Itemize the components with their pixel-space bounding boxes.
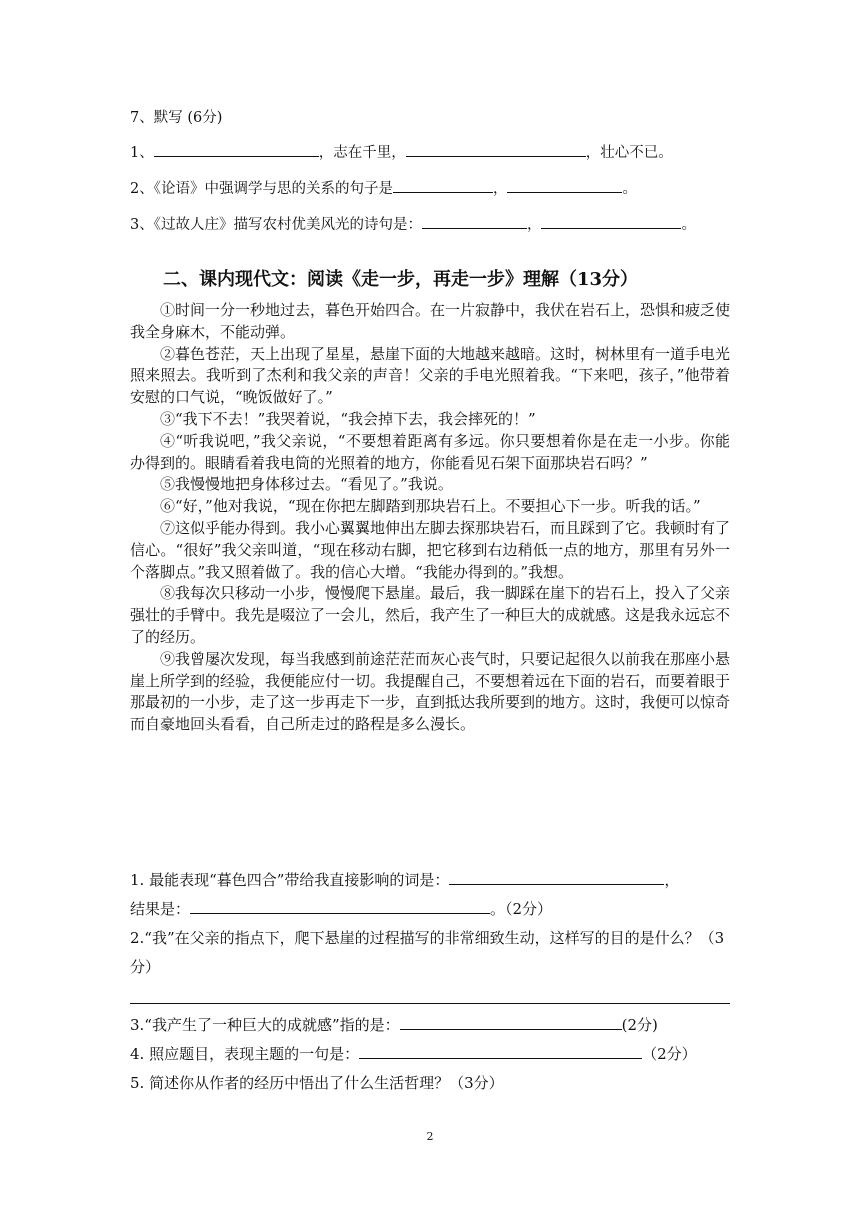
question-5: 5. 简述你从作者的经历中悟出了什么生活哲理？（3分）	[130, 1074, 504, 1092]
answer-blank[interactable]	[541, 214, 681, 229]
question-4	[130, 1040, 730, 1069]
answer-blank[interactable]	[393, 178, 493, 193]
passage-paragraph: ④“听我说吧，”我父亲说，“不要想着距离有多远。你只要想着你是在走一小步。你能办得到的。眼睛看着我电筒的光照着的地方，你能看见石架下面那块岩石吗？”	[130, 431, 730, 472]
question-4-score: （2分）	[642, 1045, 697, 1063]
question-1-text: 1. 最能表现“暮色四合”带给我直接影响的词是：	[130, 871, 450, 889]
answer-line[interactable]	[130, 1003, 730, 1004]
passage-paragraph: ⑤我慢慢地把身体移过去。“看见了。”我说。	[160, 475, 453, 494]
q1-end: ，壮心不已。	[585, 145, 673, 161]
question-1-score: 。（2分）	[490, 900, 553, 918]
passage-paragraph: ⑥“好，”他对我说，“现在你把左脚踏到那块岩石上。不要担心下一步。听我的话。”	[160, 497, 701, 516]
dictation-question-1	[130, 142, 673, 163]
passage-paragraph: ①时间一分一秒地过去，暮色开始四合。在一片寂静中，我伏在岩石上，恐惧和疲乏使我全身麻木，不能动弹。	[130, 301, 731, 341]
q1-number: 1、	[130, 145, 154, 161]
q2-text: 2、《论语》中强调学与思的关系的句子是	[130, 181, 393, 197]
question-4-text: 4. 照应题目，表现主题的一句是：	[130, 1045, 360, 1063]
q2-end: 。	[622, 181, 637, 197]
reading-passage	[130, 300, 730, 736]
page-number: 2	[426, 1130, 434, 1143]
answer-blank[interactable]	[406, 142, 586, 157]
q2-sep: ，	[492, 181, 508, 197]
q3-text: 3、《过故人庄》描写农村优美风光的诗句是：	[130, 217, 422, 233]
q1-middle: ，志在千里，	[318, 145, 406, 161]
question-1-line-2	[130, 895, 730, 924]
answer-blank[interactable]	[400, 1015, 622, 1030]
dictation-question-3	[130, 214, 696, 235]
question-3-score: (2分)	[621, 1016, 658, 1034]
question-1	[130, 866, 730, 924]
passage-paragraph: ⑦这似乎能办得到。我小心翼翼地伸出左脚去探那块岩石，而且踩到了它。我顿时有了信心。“很好”我父亲叫道，“现在移动右脚，把它移到右边稍低一点的地方，那里有另外一个落脚点。”我又照着做了。我的信心大增。“我能办得到的。”我想。	[130, 518, 731, 581]
question-3	[130, 1011, 730, 1040]
q3-sep: ，	[526, 217, 542, 233]
answer-blank[interactable]	[154, 142, 319, 157]
passage-paragraph: ⑧我每次只移动一小步，慢慢爬下悬崖。最后，我一脚踩在崖下的岩石上，投入了父亲强壮的手臂中。我先是啜泣了一会儿，然后，我产生了一种巨大的成就感。这是我永远忘不了的经历。	[130, 584, 731, 646]
passage-paragraph: ③“我下不去！”我哭着说，“我会掉下去，我会摔死的！”	[160, 409, 536, 428]
answer-blank[interactable]	[359, 1044, 642, 1059]
dictation-question-2	[130, 178, 637, 199]
answer-blank[interactable]	[507, 178, 622, 193]
section-title: 二、课内现代文：阅读《走一步，再走一步》理解（13分）	[163, 269, 639, 290]
question-1-line-1: 1. 最能表现“暮色四合”带给我直接影响的词是： ，	[130, 871, 680, 889]
question-2: 2.“我”在父亲的指点下，爬下悬崖的过程描写的非常细致生动，这样写的目的是什么？（3分）	[130, 929, 725, 976]
passage-paragraph: ⑨我曾屡次发现，每当我感到前途茫茫而灰心丧气时，只要记起很久以前我在那座小悬崖上所学到的经验，我便能应付一切。我提醒自己，不要想着远在下面的岩石，而要着眼于那最初的一小步，走了这一步再走下一步，直到抵达我所要到的地方。这时，我便可以惊奇而自豪地回头看看，自己所走过的路程是多么漫长。	[130, 649, 731, 734]
passage-paragraph: ②暮色苍茫，天上出现了星星，悬崖下面的大地越来越暗。这时，树林里有一道手电光照来照去。我听到了杰利和我父亲的声音！父亲的手电光照着我。“下来吧，孩子，”他带着安慰的口气说，“晚饭做好了。”	[130, 344, 731, 407]
answer-blank[interactable]	[190, 899, 490, 914]
answer-blank[interactable]	[422, 214, 527, 229]
question-1-result-label: 结果是：	[130, 900, 191, 918]
question-3-text: 3.“我产生了一种巨大的成就感”指的是：	[130, 1016, 400, 1034]
answer-blank[interactable]	[449, 870, 664, 885]
q3-end: 。	[681, 217, 696, 233]
dictation-title: 7、默写 (6分)	[130, 110, 223, 126]
